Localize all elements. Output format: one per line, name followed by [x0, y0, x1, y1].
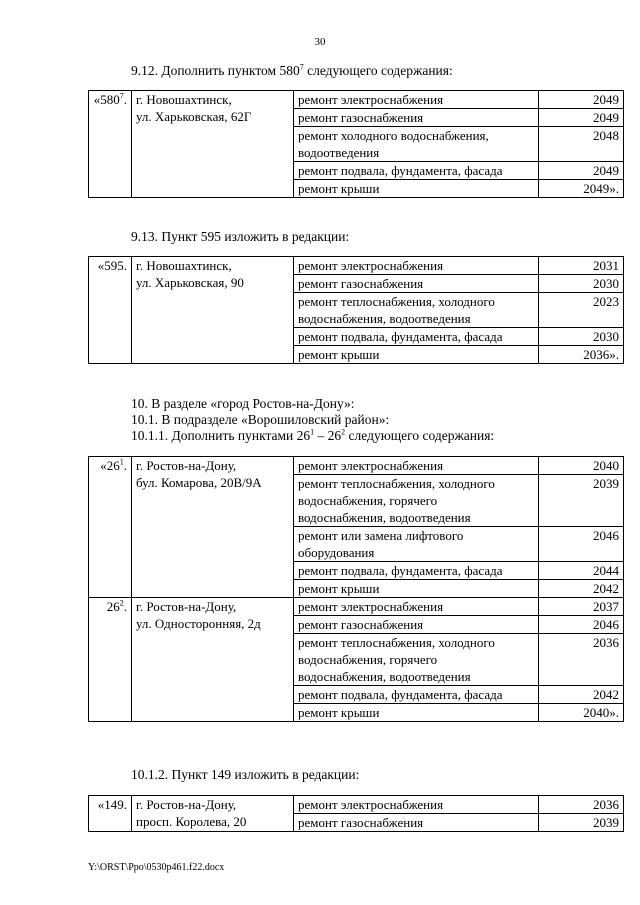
- work-cell: ремонт теплоснабжения, холодного водоснабжения, горячего водоснабжения, водоотведения: [294, 475, 539, 527]
- year-cell: 2037: [539, 598, 624, 616]
- footer-path: Y:\ORST\Ppo\0530p461.f22.docx: [88, 862, 225, 873]
- year-cell: 2044: [539, 562, 624, 580]
- work-cell: ремонт газоснабжения: [294, 814, 539, 832]
- table-row: [89, 598, 624, 616]
- year-cell: 2046: [539, 527, 624, 562]
- work-cell: ремонт теплоснабжения, холодного водоснабжения, водоотведения: [294, 293, 539, 328]
- table-row: [89, 91, 624, 109]
- year-cell: 2049: [539, 91, 624, 109]
- heading-9-12: [131, 63, 453, 79]
- address-cell: г. Ростов-на-Дону, просп. Королева, 20: [132, 796, 294, 832]
- work-cell: ремонт газоснабжения: [294, 616, 539, 634]
- year-cell: 2039: [539, 475, 624, 527]
- work-cell: ремонт теплоснабжения, холодного водоснабжения, горячего водоснабжения, водоотведения: [294, 634, 539, 686]
- table-row: [89, 257, 624, 275]
- address-cell: г. Ростов-на-Дону, ул. Односторонняя, 2д: [132, 598, 294, 722]
- year-cell: 2030: [539, 275, 624, 293]
- heading-9-13: 9.13. Пункт 595 изложить в редакции:: [131, 229, 350, 244]
- page-number: 30: [314, 36, 326, 48]
- work-cell: ремонт подвала, фундамента, фасада: [294, 162, 539, 180]
- year-cell: 2042: [539, 580, 624, 598]
- year-cell: 2049: [539, 109, 624, 127]
- item-number: «$580^7$.: [89, 91, 132, 198]
- work-cell: ремонт подвала, фундамента, фасада: [294, 686, 539, 704]
- work-cell: ремонт электроснабжения: [294, 257, 539, 275]
- year-cell: 2049».: [539, 180, 624, 198]
- work-cell: ремонт электроснабжения: [294, 796, 539, 814]
- year-cell: 2036».: [539, 346, 624, 364]
- heading-text: 9.12. Дополнить пунктом 580: [131, 63, 300, 78]
- heading-text: следующего содержания:: [303, 63, 453, 78]
- heading-sup: 7: [299, 62, 304, 72]
- work-cell: ремонт электроснабжения: [294, 598, 539, 616]
- work-cell: ремонт электроснабжения: [294, 91, 539, 109]
- year-cell: 2040».: [539, 704, 624, 722]
- year-cell: 2042: [539, 686, 624, 704]
- address-cell: г. Ростов-на-Дону, бул. Комарова, 20В/9А: [132, 457, 294, 598]
- year-cell: 2048: [539, 127, 624, 162]
- table-row: [89, 457, 624, 475]
- work-cell: ремонт крыши: [294, 346, 539, 364]
- work-cell: ремонт крыши: [294, 580, 539, 598]
- year-cell: 2023: [539, 293, 624, 328]
- year-cell: 2049: [539, 162, 624, 180]
- year-cell: 2031: [539, 257, 624, 275]
- year-cell: 2030: [539, 328, 624, 346]
- year-cell: 2036: [539, 634, 624, 686]
- address-cell: г. Новошахтинск, ул. Харьковская, 62Г: [132, 91, 294, 198]
- year-cell: 2036: [539, 796, 624, 814]
- work-cell: ремонт холодного водоснабжения, водоотведения: [294, 127, 539, 162]
- item-number: «595.: [89, 257, 132, 364]
- year-cell: 2040: [539, 457, 624, 475]
- work-cell: ремонт подвала, фундамента, фасада: [294, 562, 539, 580]
- address-cell: г. Новошахтинск, ул. Харьковская, 90: [132, 257, 294, 364]
- heading-10-1: 10.1. В подразделе «Ворошиловский район»:: [131, 412, 390, 427]
- heading-10: 10. В разделе «город Ростов-на-Дону»:: [131, 396, 355, 411]
- work-cell: ремонт подвала, фундамента, фасада: [294, 328, 539, 346]
- table-row: [89, 796, 624, 814]
- item-number: $26^2$.: [89, 598, 132, 722]
- work-cell: ремонт газоснабжения: [294, 109, 539, 127]
- table-26: [88, 456, 624, 722]
- item-number: «$26^1$.: [89, 457, 132, 598]
- work-cell: ремонт или замена лифтового оборудования: [294, 527, 539, 562]
- work-cell: ремонт электроснабжения: [294, 457, 539, 475]
- item-number: «149.: [89, 796, 132, 832]
- year-cell: 2039: [539, 814, 624, 832]
- table-595: [88, 256, 624, 364]
- work-cell: ремонт крыши: [294, 704, 539, 722]
- year-cell: 2046: [539, 616, 624, 634]
- work-cell: ремонт крыши: [294, 180, 539, 198]
- table-149: [88, 795, 624, 832]
- table-580-7: [88, 90, 624, 198]
- work-cell: ремонт газоснабжения: [294, 275, 539, 293]
- heading-10-1-2: 10.1.2. Пункт 149 изложить в редакции:: [131, 767, 360, 782]
- heading-10-1-1: 10.1.1. Дополнить пунктами $26^1 - 26^2$ следующего содержания:: [131, 427, 495, 443]
